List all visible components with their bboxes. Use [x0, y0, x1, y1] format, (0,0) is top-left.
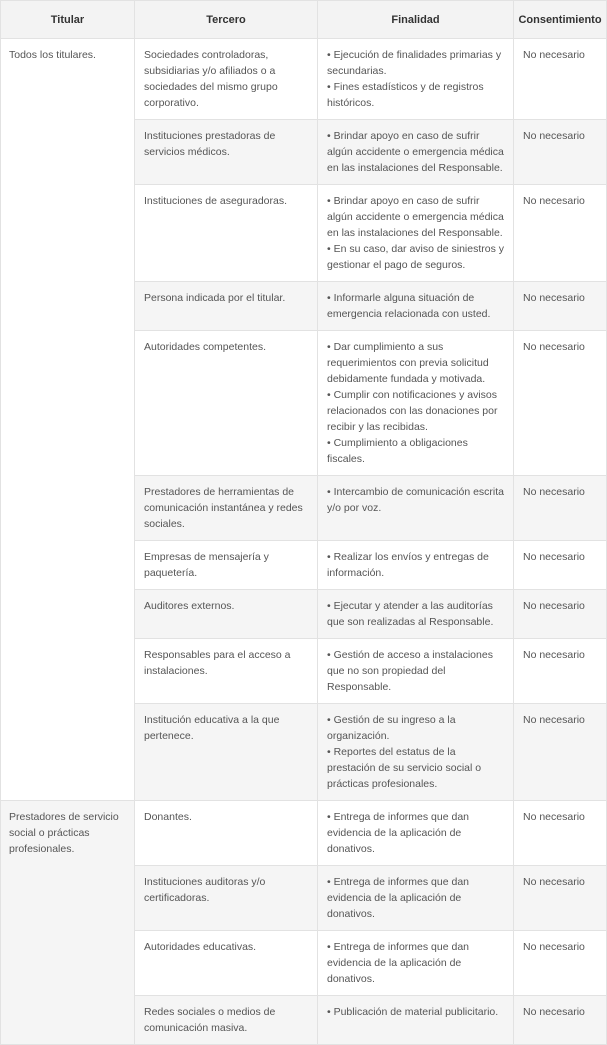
- finalidad-cell: [318, 704, 514, 801]
- tercero-cell: Autoridades competentes.: [135, 331, 318, 476]
- finalidad-cell: [318, 801, 514, 866]
- finalidad-cell: [318, 639, 514, 704]
- finalidad-item: • Ejecución de finalidades primarias y secundarias.: [327, 49, 502, 77]
- tercero-cell: Auditores externos.: [135, 590, 318, 639]
- consentimiento-cell: No necesario: [514, 476, 607, 541]
- consentimiento-cell: No necesario: [514, 590, 607, 639]
- header-tercero: Tercero: [135, 1, 318, 39]
- table-row: [1, 39, 607, 120]
- tercero-cell: Instituciones de aseguradoras.: [135, 185, 318, 282]
- tercero-cell: Prestadores de herramientas de comunicación instantánea y redes sociales.: [135, 476, 318, 541]
- finalidad-item: • Fines estadísticos y de registros históricos.: [327, 81, 484, 109]
- tercero-cell: Sociedades controladoras, subsidiarias y/o afiliados o a sociedades del mismo grupo corporativo.: [135, 39, 318, 120]
- finalidad-cell: [318, 590, 514, 639]
- tercero-cell: Redes sociales o medios de comunicación masiva.: [135, 996, 318, 1045]
- consentimiento-cell: No necesario: [514, 931, 607, 996]
- consentimiento-cell: No necesario: [514, 704, 607, 801]
- finalidad-item: • Entrega de informes que dan evidencia de la aplicación de donativos.: [327, 811, 470, 855]
- tercero-cell: Autoridades educativas.: [135, 931, 318, 996]
- header-row: [1, 1, 607, 39]
- table-row: [1, 801, 607, 866]
- tercero-cell: Instituciones prestadoras de servicios médicos.: [135, 120, 318, 185]
- header-consentimiento: Consentimiento: [514, 1, 607, 39]
- finalidad-item: • Brindar apoyo en caso de sufrir algún accidente o emergencia médica en las instalaciones del Responsable.: [327, 195, 504, 239]
- consentimiento-cell: No necesario: [514, 801, 607, 866]
- finalidad-item: • Ejecutar y atender a las auditorías que son realizadas al Responsable.: [327, 600, 494, 628]
- finalidad-cell: [318, 996, 514, 1045]
- tercero-cell: Empresas de mensajería y paquetería.: [135, 541, 318, 590]
- finalidad-item: • Realizar los envíos y entregas de información.: [327, 551, 489, 579]
- finalidad-cell: [318, 541, 514, 590]
- finalidad-item: • Reportes del estatus de la prestación de su servicio social o prácticas profesionales.: [327, 746, 482, 790]
- finalidad-cell: [318, 866, 514, 931]
- consentimiento-cell: No necesario: [514, 541, 607, 590]
- tercero-cell: Donantes.: [135, 801, 318, 866]
- consentimiento-cell: No necesario: [514, 996, 607, 1045]
- consentimiento-cell: No necesario: [514, 282, 607, 331]
- titular-cell: Prestadores de servicio social o prácticas profesionales.: [1, 801, 135, 1045]
- finalidad-item: • En su caso, dar aviso de siniestros y gestionar el pago de seguros.: [327, 243, 505, 271]
- finalidad-item: • Entrega de informes que dan evidencia de la aplicación de donativos.: [327, 876, 470, 920]
- table-header: [1, 1, 607, 39]
- header-titular: Titular: [1, 1, 135, 39]
- consentimiento-cell: No necesario: [514, 185, 607, 282]
- finalidad-item: • Dar cumplimiento a sus requerimientos con previa solicitud debidamente fundada y motivada.: [327, 341, 489, 385]
- finalidad-item: • Brindar apoyo en caso de sufrir algún accidente o emergencia médica en las instalaciones del Responsable.: [327, 130, 504, 174]
- header-finalidad: Finalidad: [318, 1, 514, 39]
- consentimiento-cell: No necesario: [514, 120, 607, 185]
- titular-cell: Todos los titulares.: [1, 39, 135, 801]
- finalidad-cell: [318, 931, 514, 996]
- tercero-cell: Institución educativa a la que pertenece.: [135, 704, 318, 801]
- finalidad-cell: [318, 331, 514, 476]
- finalidad-cell: [318, 476, 514, 541]
- finalidad-item: • Entrega de informes que dan evidencia de la aplicación de donativos.: [327, 941, 470, 985]
- finalidad-item: • Cumplir con notificaciones y avisos relacionados con las donaciones por recibir y las recibidas.: [327, 389, 498, 433]
- finalidad-cell: [318, 120, 514, 185]
- finalidad-cell: [318, 282, 514, 331]
- finalidad-cell: [318, 39, 514, 120]
- consentimiento-cell: No necesario: [514, 866, 607, 931]
- table-body: [1, 39, 607, 1045]
- finalidad-item: • Gestión de su ingreso a la organización.: [327, 714, 456, 742]
- finalidad-item: • Intercambio de comunicación escrita y/o por voz.: [327, 486, 505, 514]
- finalidad-item: • Publicación de material publicitario.: [327, 1006, 499, 1018]
- tercero-cell: Instituciones auditoras y/o certificadoras.: [135, 866, 318, 931]
- tercero-cell: Persona indicada por el titular.: [135, 282, 318, 331]
- finalidad-cell: [318, 185, 514, 282]
- consentimiento-cell: No necesario: [514, 639, 607, 704]
- consentimiento-cell: No necesario: [514, 39, 607, 120]
- tercero-cell: Responsables para el acceso a instalaciones.: [135, 639, 318, 704]
- consentimiento-cell: No necesario: [514, 331, 607, 476]
- finalidad-item: • Gestión de acceso a instalaciones que no son propiedad del Responsable.: [327, 649, 493, 693]
- finalidad-item: • Informarle alguna situación de emergencia relacionada con usted.: [327, 292, 491, 320]
- finalidad-item: • Cumplimiento a obligaciones fiscales.: [327, 437, 468, 465]
